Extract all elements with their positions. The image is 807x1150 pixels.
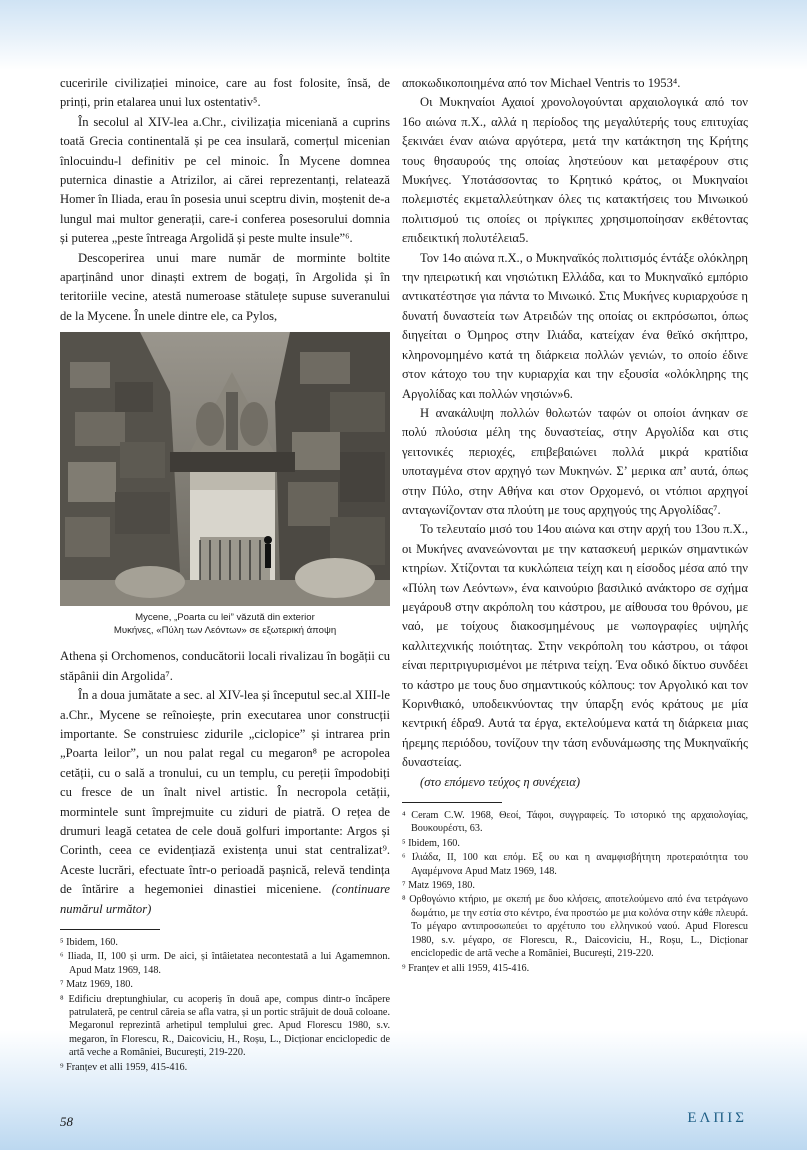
caption-greek: Μυκήνες, «Πύλη των Λεόντων» σε εξωτερική άποψη [113, 625, 337, 637]
footnote: ⁹ Franțev et alli 1959, 415-416. [60, 1061, 188, 1073]
lion-gate-photo [60, 332, 390, 606]
journal-name: ΕΛΠΙΣ [687, 1110, 747, 1126]
footnote: ⁶ Iliada, II, 100 și urm. De aici, și întâietatea necontestată a lui Agamemnon. Apud Matz 1969, 148. [60, 951, 390, 976]
continuation-note: (continuare numărul următor) [60, 882, 390, 916]
paragraph-text: În a doua jumătate a sec. al XIV-lea și începutul sec.al XIII-le a.Chr., Mycene se reînoiește, prin executarea unor construcții importante. Se construiesc zidurile „ciclopice” și intrarea prin „Poarta leilor”, un nou palat regal cu megaron⁸ pe acropolea cetății, cu o sală a tronului, cu un templu, cu pereții împodobiți cu fresce de un înalt nivel artistic. În necropola cetății, mormintele sunt împrejmuite cu ziduri de piatră. O rețea de drumuri leagă cetatea de cele două golfuri importante: Argos și Corinth, ceea ce evidențiază existența unui stat centralizat⁹. Aceste lucrări, efectuate într-o perioadă pașnică, relevă tendința de întărire a hegemoniei dinastiei miceniene. [60, 688, 390, 897]
paragraph: Athena și Orchomenos, conducătorii locali rivalizau în bogății cu stăpânii din Argolida⁷. [60, 649, 390, 683]
footnote: ⁷ Matz 1969, 180. [402, 880, 475, 892]
paragraph: Τον 14ο αιώνα π.Χ., ο Μυκηναϊκός πολιτισμός έντάξε ολόκληρη την ηπειρωτική και νησιώτικη Ελλάδα, και το Μυκηναϊκό εμπόριο αντικατέστησε για πάντα το Μινωικό. Στις Μυκήνες κυριαρχούσε η δυνατή δυναστεία των Ατρειδών της οποίας οι εκπρόσωποι, όπως διηγείται ο Όμηρος στην Ιλιάδα, κατείχαν ένα θεϊκό σκήπτρο, κληρονομημένο κατά τη διάρκεια πολλών γενιών, το οποίο έδινε στον κάτοχο του την κυριαρχία και την εξουσία «ολόκληρης της Αργολίδας και πολλών νησιών»6. [402, 250, 748, 401]
top-decorative-band [0, 0, 807, 70]
figure-caption [60, 611, 390, 637]
paragraph: Descoperirea unui mare număr de morminte boltite aparținând unor dinaști extrem de bogați, în Argolida și în teritoriile vecine, atestă numeroase stătulețe supuse suveranului de la Mycene. În unele dintre ele, ca Pylos, [60, 250, 390, 323]
paragraph: αποκωδικοποιημένα από τον Michael Ventris το 1953⁴. [402, 76, 681, 90]
footnote: ⁴ Ceram C.W. 1968, Θεοί, Τάφοι, συγγραφείς. Το ιστορικό της αρχαιολογίας, Βουκουρέστι, 63. [402, 810, 748, 835]
footnote-divider [402, 802, 502, 803]
caption-romanian: Mycene, „Poarta cu lei” văzută din exterior [135, 612, 315, 624]
page-number: 58 [60, 1114, 73, 1129]
left-column-romanian [60, 74, 390, 1075]
footnote: ⁵ Ibidem, 160. [60, 936, 118, 948]
footnote-divider [60, 929, 160, 930]
continuation-note-text: (στο επόμενο τεύχος η συνέχεια) [420, 774, 581, 789]
footnote: ⁸ Ορθογώνιο κτήριο, με σκεπή με δυο κλήσεις, αποτελούμενο από ένα τετράγωνο δωμάτιο, με την εστία στο κέντρο, ένα προστώο με μια κολόνα στην κάθε πλευρά. Το μέγαρο αντιπροσωπεύει το αρχέτυπο του ελληνικού ναού. Apud Florescu 1980, s.v. μέγαρο, σε Florescu, R., Daicoviciu, H., Roșu, L., Dicționar enciclopedic de artă veche a României, București, 219-220. [402, 894, 748, 960]
footnote: ⁹ Franțev et alli 1959, 415-416. [402, 962, 530, 974]
paragraph: cuceririle civilizației minoice, care au fost folosite, însă, de prinți, prin etalarea unui lux ostentativ⁵. [60, 76, 390, 110]
footnote: ⁵ Ibidem, 160. [402, 837, 460, 849]
figure-lion-gate [60, 332, 390, 637]
paragraph: În secolul al XIV-lea a.Chr., civilizația miceniană a cuprins toată Grecia continentală și pe cea insulară, comerțul micenian înlocuindu-l definitiv pe cel minoic. În Mycene domnea puternica dinastie a Atrizilor, ai cărei reprezentanți, relatează Homer în Iliada, erau în posesia unui sceptru divin, moștenit de-a lungul mai multor generații, care-i conferea posesorului domnia și puterea „peste întreaga Argolidă și peste multe insule”⁶. [60, 114, 390, 246]
continuation-note [402, 773, 748, 792]
paragraph [60, 686, 390, 919]
footnote: ⁷ Matz 1969, 180. [60, 979, 133, 991]
right-column-greek [402, 74, 748, 976]
paragraph: Οι Μυκηναίοι Αχαιοί χρονολογούνται αρχαιολογικά από τον 16ο αιώνα π.Χ., αλλά η περίοδος της μεγαλύτερής τους επιτυχίας ξεκινάει έναν αιώνα αργότερα, μετά την κατάκτηση της Κρήτης τους θησαυρούς της οποίας ληστεύουν και μεταφέρουν στις Μυκήνες. Υποτάσσοντας το Κρητικό κράτος, οι Μυκηναίοι πολεμιστές εκμεταλλεύτηκαν όλες τις κατακτήσεις του Μινωικού πολιτισμού τις οποίες οι πρίγκιπες χρησιμοποίησαν εκθέτοντας επιδεικτική πολυτέλεια5. [402, 95, 748, 246]
paragraph: Το τελευταίο μισό του 14ου αιώνα και στην αρχή του 13ου π.Χ., οι Μυκήνες ανανεώνονται με την κατασκευή μερικών σημαντικών κτηρίων. Χτίζονται τα κυκλώπεια τείχη και η είσοδος μέσα από την «Πύλη των Λεόντων», ένα καινούριο βασιλικό ανάκτορο σε σχήμα μεγάρου8 στην ακρόπολη του κάστρου, με αίθουσα του θρόνου, με ναό, με τοίχους διακοσμημένους με νωπογραφίες υψηλής καλλιτεχνικής ποιότητας. Στην νεκρόπολη του κάστρου, οι τάφοι είναι περιτριγυρισμένοι με πέτρινα τείχη. Ένα οδικό δίκτυο συνδέει το κάστρο με τους δυο σημαντικούς κόλπους: τον Αργολικό και τον Κορινθιακό, υποδεικνύοντας την ύπαρξη ενός κράτους με μία κεντρική έδρα9. Αυτά τα έργα, εκτελούμενα κατά τη διάρκεια μιας ήρεμης περιόδου, τονίζουν την τάση ενδυνάμωσης της Μυκηναϊκής δυναστείας. [402, 522, 748, 770]
footnote: ⁸ Edificiu dreptunghiular, cu acoperiș în două ape, compus dintr-o încăpere patrulateră, pe centrul căreia se afla vatra, și un portic străjuit de două coloane. Megaronul reprezintă arhetipul templului grec. Apud Florescu 1980, s.v. megaron, în Florescu, R., Daicoviciu, H., Roșu, L., Dicționar enciclopedic de artă veche a României, București, 219-220. [60, 993, 390, 1059]
footnote: ⁶ Ιλιάδα, II, 100 και επόμ. Εξ ου και η αναμφισβήτητη προτεραιότητα του Αγαμέμνονα Apud Matz 1969, 148. [402, 852, 748, 877]
paragraph: Η ανακάλυψη πολλών θολωτών ταφών οι οποίοι άνηκαν σε πολύ πλούσια μέλη της δυναστείας, στην Αργολίδα και στις γειτονικές περιοχές, επιβεβαιώνει πολλά μικρά κρατίδια υποταγμένα στον αρχηγό των Μυκηνών. Σ’ μερικα απ’ αυτά, όπως στην Πύλο, στην Αθήνα και στον Ορχομενό, οι ντόπιοι αρχηγοί ανταγωνίζονταν στα πλούτη με τους αρχηγούς της Αργολίδας⁷. [402, 405, 748, 517]
